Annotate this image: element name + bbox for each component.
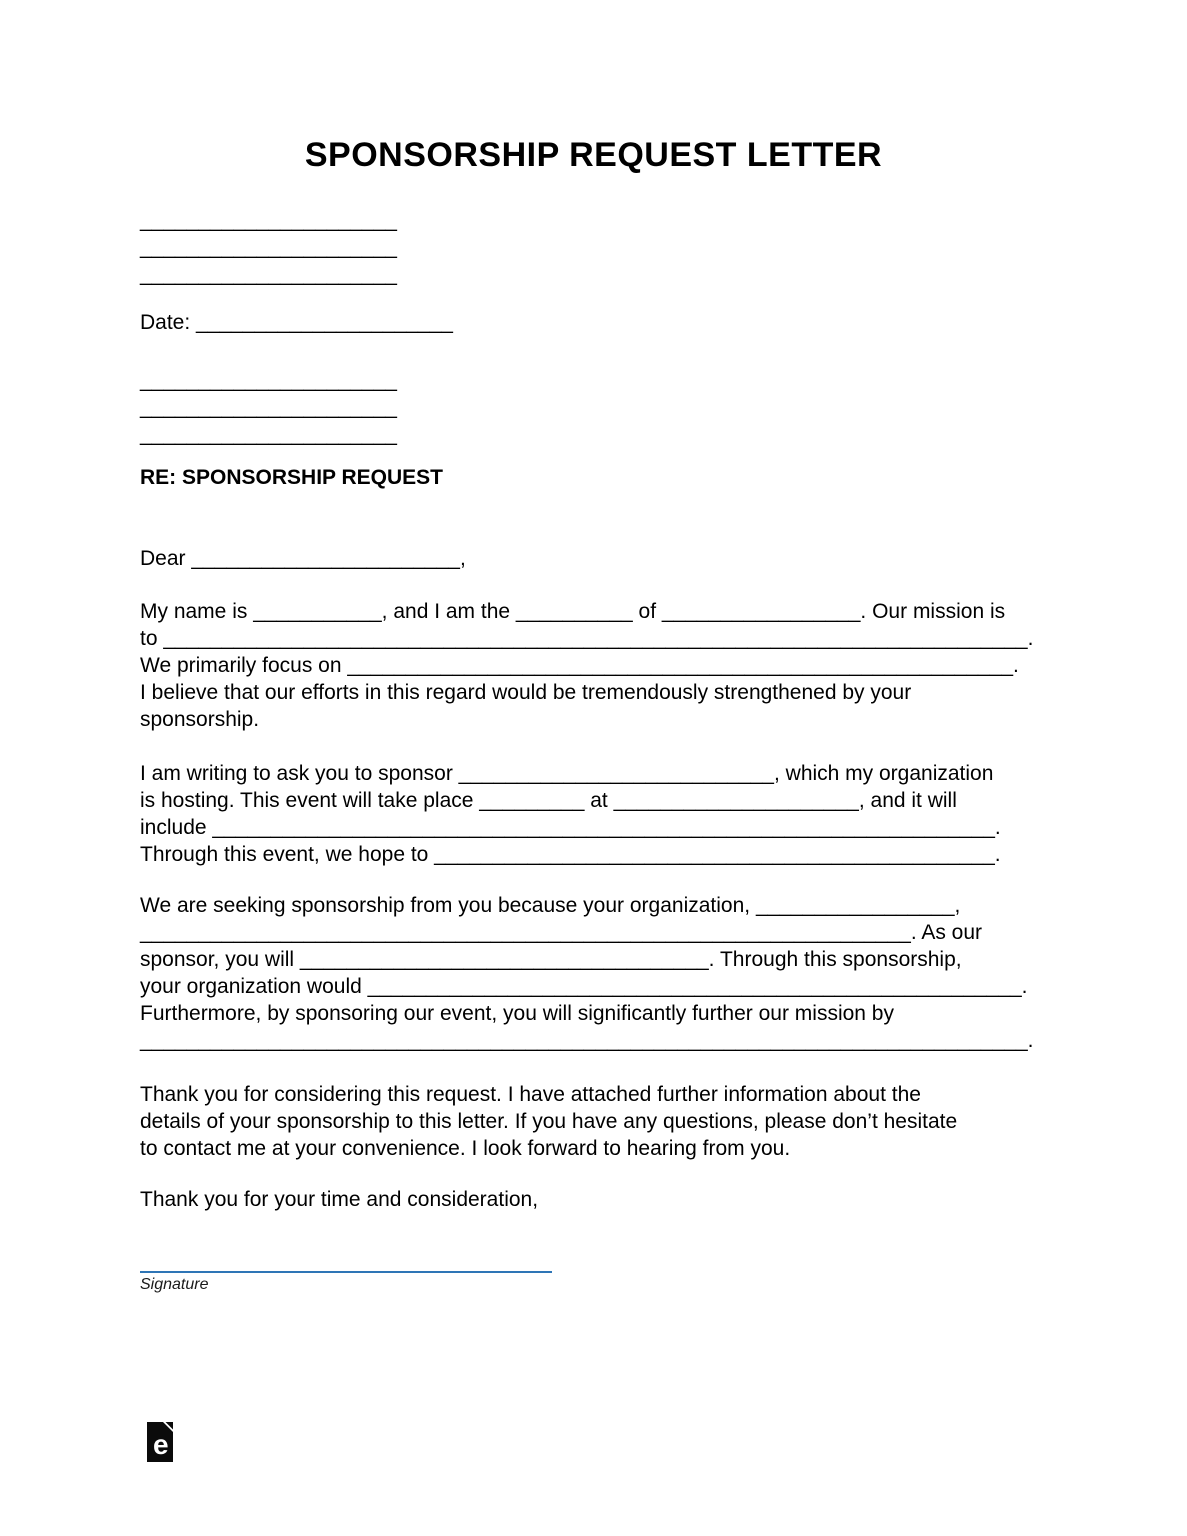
sender-blank-line: ______________________ xyxy=(140,236,397,259)
paragraph-line: to __________________________________________________________________________. xyxy=(140,627,1034,650)
paragraph-line: include ___________________________________________________________________. xyxy=(140,816,1001,839)
paragraph-line: I am writing to ask you to sponsor ___________________________, which my organization xyxy=(140,762,994,785)
paragraph-line: is hosting. This event will take place _________ at _____________________, and it will xyxy=(140,789,957,812)
paragraph-event xyxy=(140,760,1047,868)
paragraph-line: to contact me at your convenience. I look forward to hearing from you. xyxy=(140,1137,791,1160)
paragraph-line: your organization would ________________________________________________________. xyxy=(140,975,1028,998)
paragraph-line: My name is ___________, and I am the __________ of _________________. Our mission is xyxy=(140,600,1006,623)
paragraph-line: I believe that our efforts in this regard would be tremendously strengthened by your xyxy=(140,681,912,704)
paragraph-line: We primarily focus on _________________________________________________________. xyxy=(140,654,1019,677)
recipient-blank-line: ______________________ xyxy=(140,396,397,419)
sender-address-block xyxy=(140,207,1047,288)
recipient-address-block xyxy=(140,367,1047,448)
signoff-line: Thank you for your time and consideration, xyxy=(140,1188,539,1211)
paragraph-mission xyxy=(140,598,1047,733)
recipient-blank-line: ______________________ xyxy=(140,369,397,392)
paragraph-thanks xyxy=(140,1081,1047,1162)
paragraph-line: __________________________________________________________________. As our xyxy=(140,921,983,944)
page-title: SPONSORSHIP REQUEST LETTER xyxy=(304,136,883,174)
sender-blank-line: ______________________ xyxy=(140,263,397,286)
signature-label: Signature xyxy=(140,1276,209,1293)
sender-blank-line: ______________________ xyxy=(140,209,397,232)
eforms-logo-icon xyxy=(147,1422,173,1462)
recipient-blank-line: ______________________ xyxy=(140,423,397,446)
paragraph-line: Furthermore, by sponsoring our event, you will significantly further our mission by xyxy=(140,1002,894,1025)
paragraph-line: sponsorship. xyxy=(140,708,260,731)
subject-line: RE: SPONSORSHIP REQUEST xyxy=(140,466,444,489)
paragraph-line: Through this event, we hope to ________________________________________________. xyxy=(140,843,1001,866)
logo-letter: e xyxy=(153,1429,169,1460)
paragraph-line: sponsor, you will ___________________________________. Through this sponsorship, xyxy=(140,948,962,971)
paragraph-line: ____________________________________________________________________________. xyxy=(140,1029,1034,1052)
paragraph-line: details of your sponsorship to this letter. If you have any questions, please don’t hesitate xyxy=(140,1110,958,1133)
paragraph-line: We are seeking sponsorship from you because your organization, _________________, xyxy=(140,894,961,917)
paragraph-line: Thank you for considering this request. I have attached further information about the xyxy=(140,1083,921,1106)
paragraph-sponsorship xyxy=(140,892,1047,1054)
signature-line xyxy=(140,1271,552,1273)
salutation-line: Dear _______________________, xyxy=(140,547,466,570)
date-line: Date: ______________________ xyxy=(140,311,453,334)
